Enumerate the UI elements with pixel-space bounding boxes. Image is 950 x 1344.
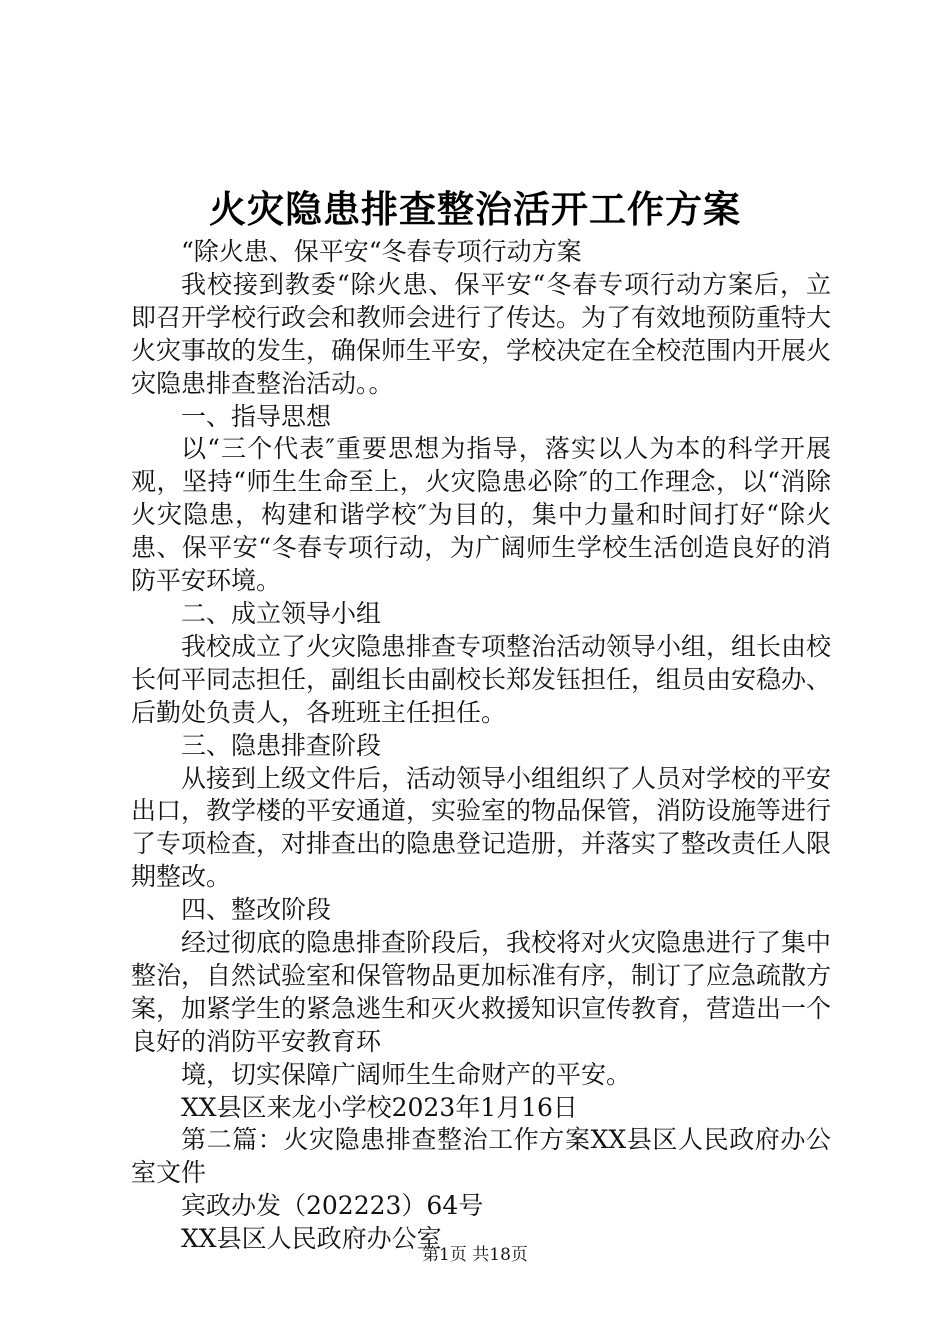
paragraph-intro: 我校接到教委“除火患、保平安“冬春专项行动方案后，立即召开学校行政会和教师会进行了传达。为了有效地预防重特大火灾事故的发生，确保师生平安，学校决定在全校范围内开展火灾隐患排查整治活动。。	[131, 269, 832, 398]
paragraph-rectification-end: 境，切实保障广阔师生生命财产的平安。	[181, 1059, 632, 1089]
paragraph-guiding-thought: 以“三个代表″重要思想为指导，落实以人为本的科学开展观，坚持“师生生命至上，火灾隐患必除″的工作理念，以“消除火灾隐患，构建和谐学校″为目的，集中力量和时间打好“除火患、保平安“冬春专项行动，为广阔师生学校生活创造良好的消防平安环境。	[131, 434, 831, 596]
heading-rectification-stage: 四、整改阶段	[181, 895, 332, 925]
document-title: 火灾隐患排查整治活开工作方案	[209, 188, 741, 231]
document-body	[131, 236, 831, 1256]
paragraph-inspection-stage: 从接到上级文件后，活动领导小组组织了人员对学校的平安出口，教学楼的平安通道，实验室的物品保管，消防设施等进行了专项检查，对排查出的隐患登记造册，并落实了整改责任人限期整改。	[131, 763, 832, 892]
heading-inspection-stage: 三、隐患排查阶段	[181, 730, 382, 760]
signature-date: XX县区来龙小学校2023年1月16日	[181, 1092, 578, 1122]
heading-leading-group: 二、成立领导小组	[181, 598, 382, 628]
paragraph-second-article: 第二篇：火灾隐患排查整治工作方案XX县区人民政府办公室文件	[131, 1125, 831, 1188]
heading-guiding-thought: 一、指导思想	[181, 401, 332, 431]
paragraph-leading-group: 我校成立了火灾隐患排查专项整治活动领导小组，组长由校长何平同志担任，副组长由副校长郑发钰担任，组员由安稳办、后勤处负责人，各班班主任担任。	[131, 631, 832, 727]
paragraph-rectification-stage: 经过彻底的隐患排查阶段后，我校将对火灾隐患进行了集中整治，自然试验室和保管物品更加标准有序，制订了应急疏散方案，加紧学生的紧急逃生和灭火救援知识宣传教育，营造出一个良好的消防平安教育环	[131, 928, 832, 1056]
paragraph-subtitle: “除火患、保平安“冬春专项行动方案	[181, 237, 582, 266]
page-footer: 第1页 共18页	[422, 1245, 528, 1265]
issuing-office: XX县区人民政府办公室	[181, 1224, 442, 1254]
document-number: 宾政办发（202223）64号	[181, 1191, 484, 1221]
